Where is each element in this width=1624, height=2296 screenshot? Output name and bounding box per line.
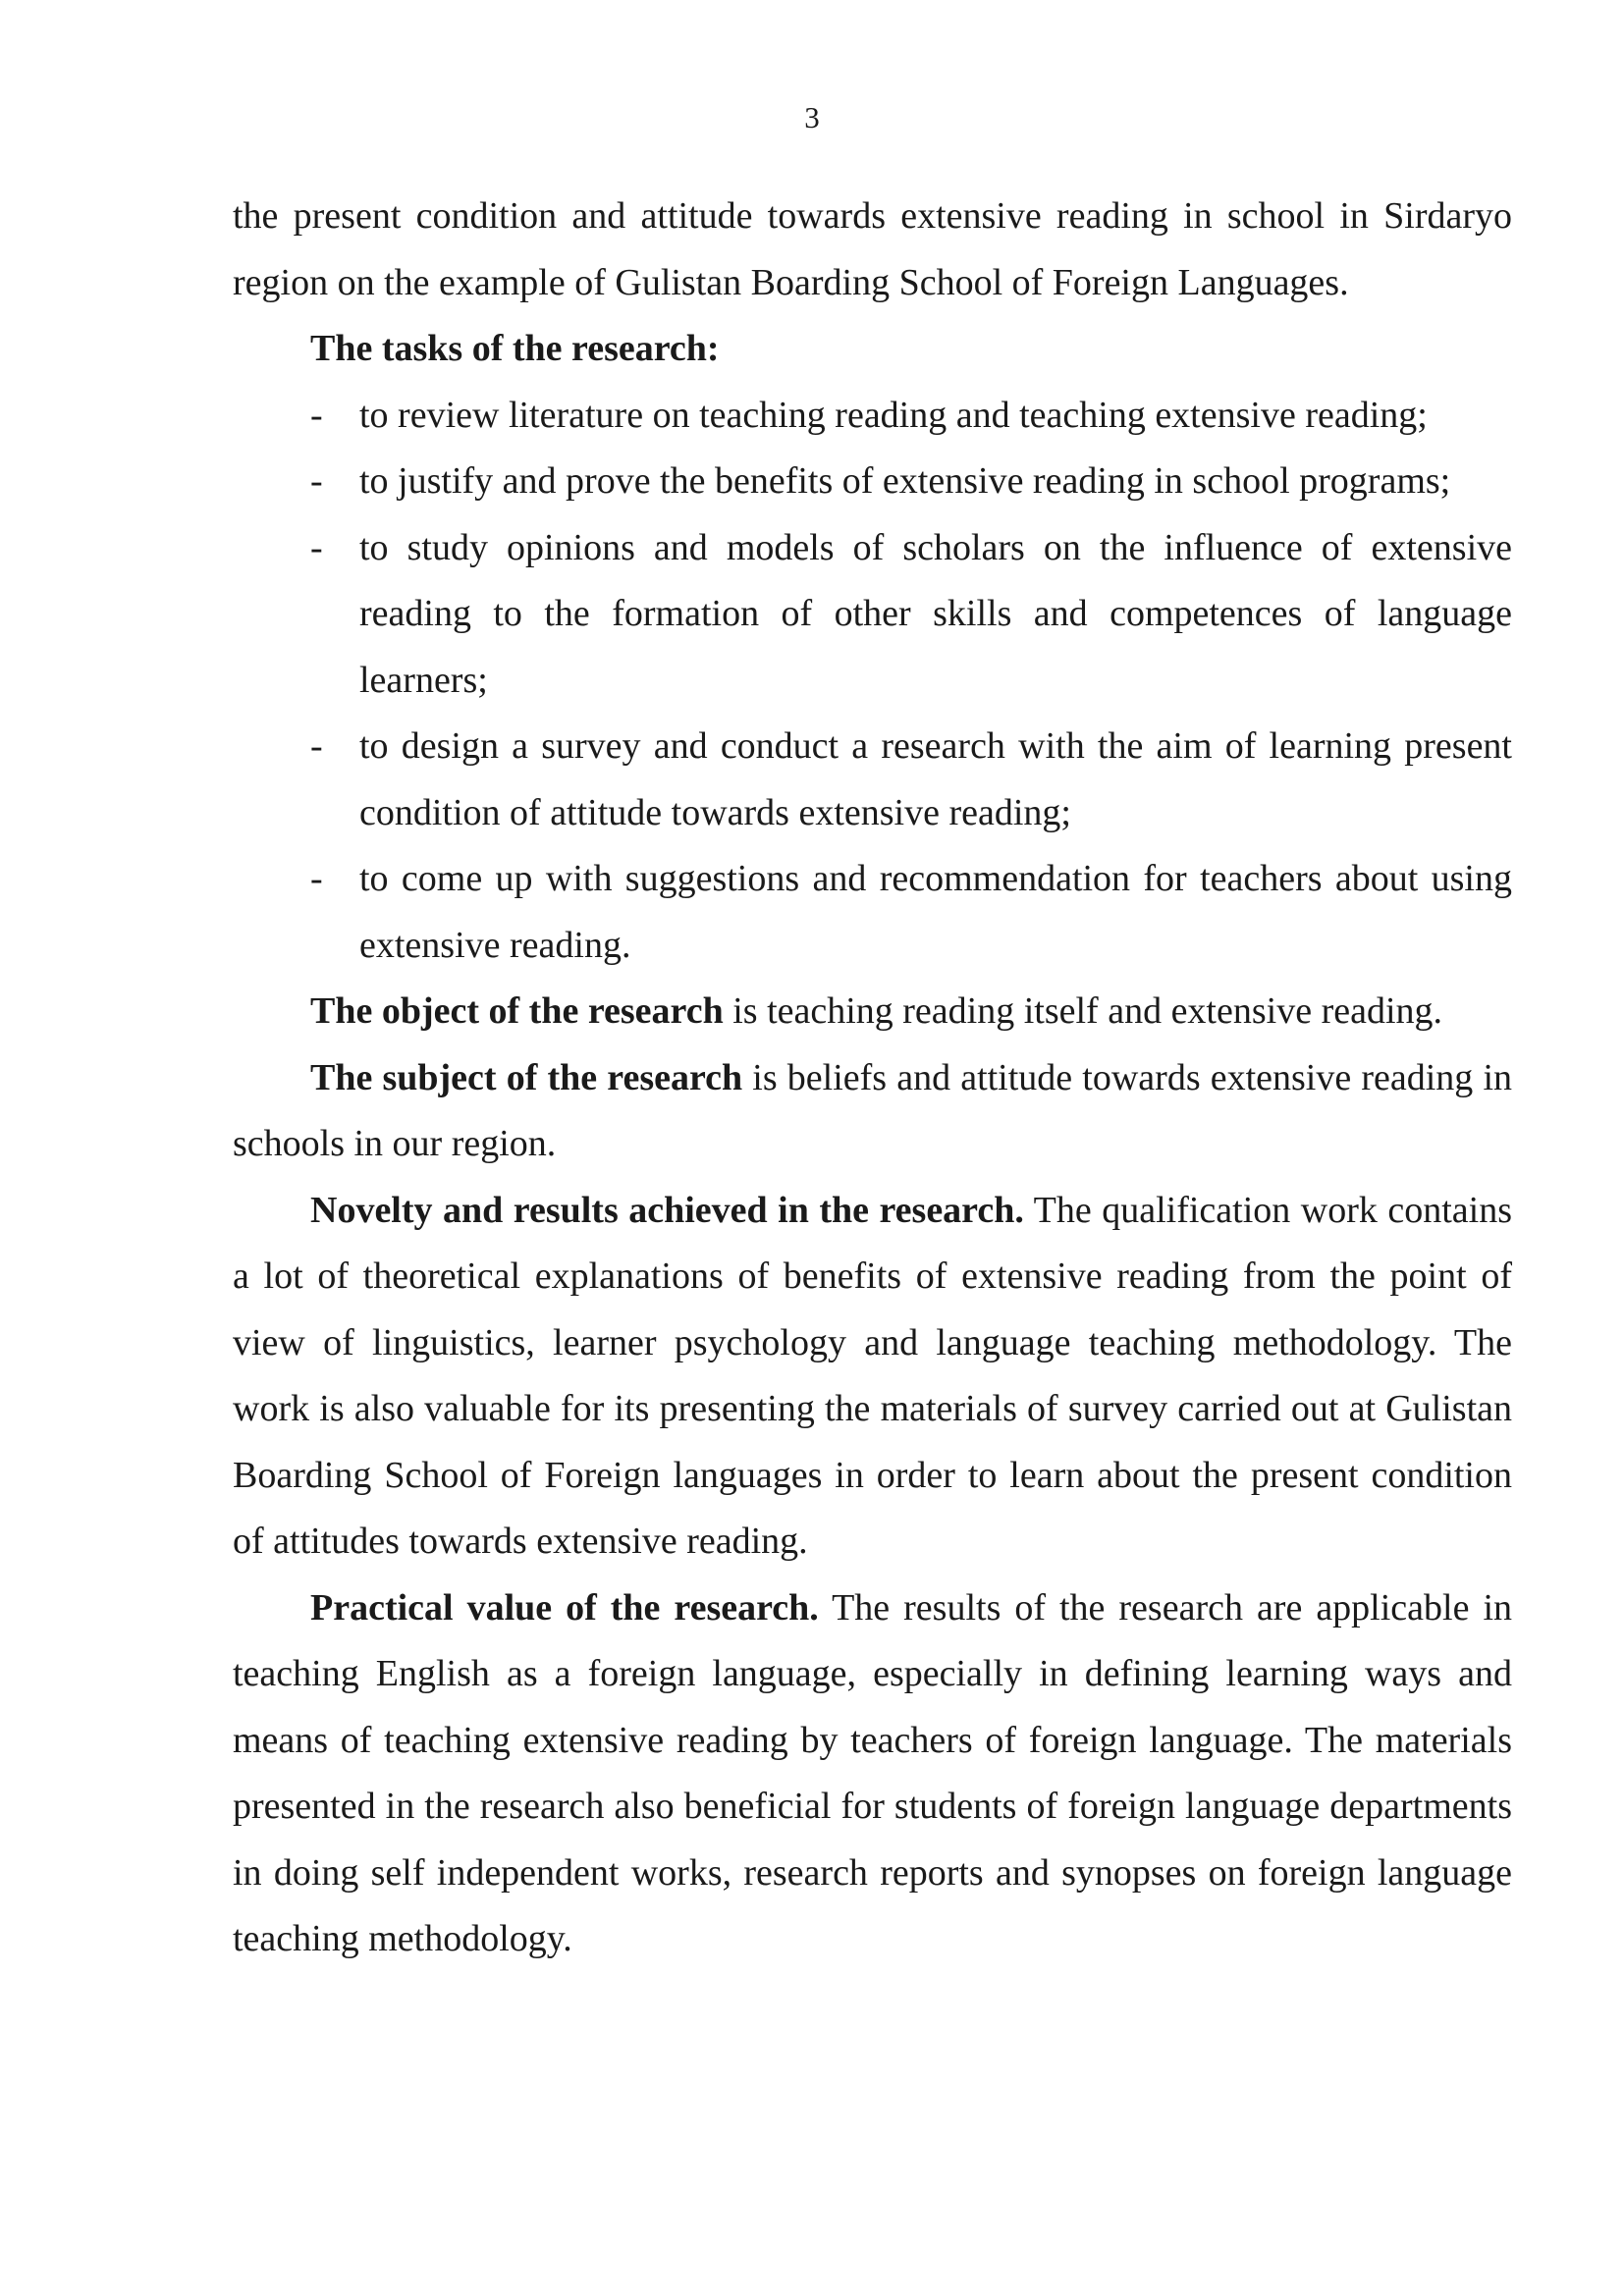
object-paragraph: [233, 979, 1512, 1045]
list-dash: -: [310, 526, 323, 568]
list-item: [310, 846, 1512, 979]
page-number: 3: [804, 100, 820, 134]
novelty-paragraph: [233, 1178, 1512, 1575]
subject-text: is beliefs and attitude towards extensive reading in schools in our region.: [233, 1056, 1513, 1164]
practical-value-label: Practical value of the research.: [310, 1586, 819, 1629]
practical-value-paragraph: [233, 1575, 1512, 1973]
practical-value-text: The results of the research are applicable in teaching English as a foreign language, especially in defining learning ways and means of teaching extensive reading by teachers of foreign language. The materials presented in the research also beneficial for students of foreign language departments in doing self independent works, research reports and synopses on foreign language teaching methodology.: [233, 1586, 1513, 1959]
list-dash: -: [310, 858, 323, 899]
list-dash: -: [310, 725, 323, 767]
document-body: [233, 184, 1512, 1973]
list-dash: -: [310, 394, 323, 436]
list-item-text: to study opinions and models of scholars on the influence of extensive reading to the formation of other skills and competences of language learners;: [359, 526, 1512, 701]
subject-paragraph: [233, 1045, 1512, 1178]
subject-label: The subject of the research: [310, 1056, 743, 1098]
list-item: [310, 383, 1512, 450]
list-item: [310, 515, 1512, 715]
list-item-text: to design a survey and conduct a research with the aim of learning present condition of attitude towards extensive reading;: [359, 725, 1512, 833]
object-label: The object of the research: [310, 990, 724, 1032]
tasks-list: [233, 383, 1512, 980]
intro-paragraph: the present condition and attitude towards extensive reading in school in Sirdaryo region on the example of Gulistan Boarding School of Foreign Languages.: [233, 195, 1512, 303]
novelty-text: The qualification work contains a lot of theoretical explanations of benefits of extensive reading from the point of view of linguistics, learner psychology and language teaching methodology. The work is also valuable for its presenting the materials of survey carried out at Gulistan Boarding School of Foreign languages in order to learn about the present condition of attitudes towards extensive reading.: [233, 1189, 1512, 1562]
list-item-text: to justify and prove the benefits of extensive reading in school programs;: [359, 460, 1451, 502]
object-text: is teaching reading itself and extensive reading.: [723, 990, 1443, 1032]
list-item-text: to come up with suggestions and recommendation for teachers about using extensive reading.: [359, 858, 1512, 966]
list-item-text: to review literature on teaching reading and teaching extensive reading;: [359, 394, 1428, 436]
list-item: [310, 714, 1512, 846]
novelty-label: Novelty and results achieved in the research.: [310, 1189, 1024, 1231]
tasks-heading: The tasks of the research:: [310, 328, 720, 369]
list-dash: -: [310, 460, 323, 502]
list-item: [310, 449, 1512, 515]
